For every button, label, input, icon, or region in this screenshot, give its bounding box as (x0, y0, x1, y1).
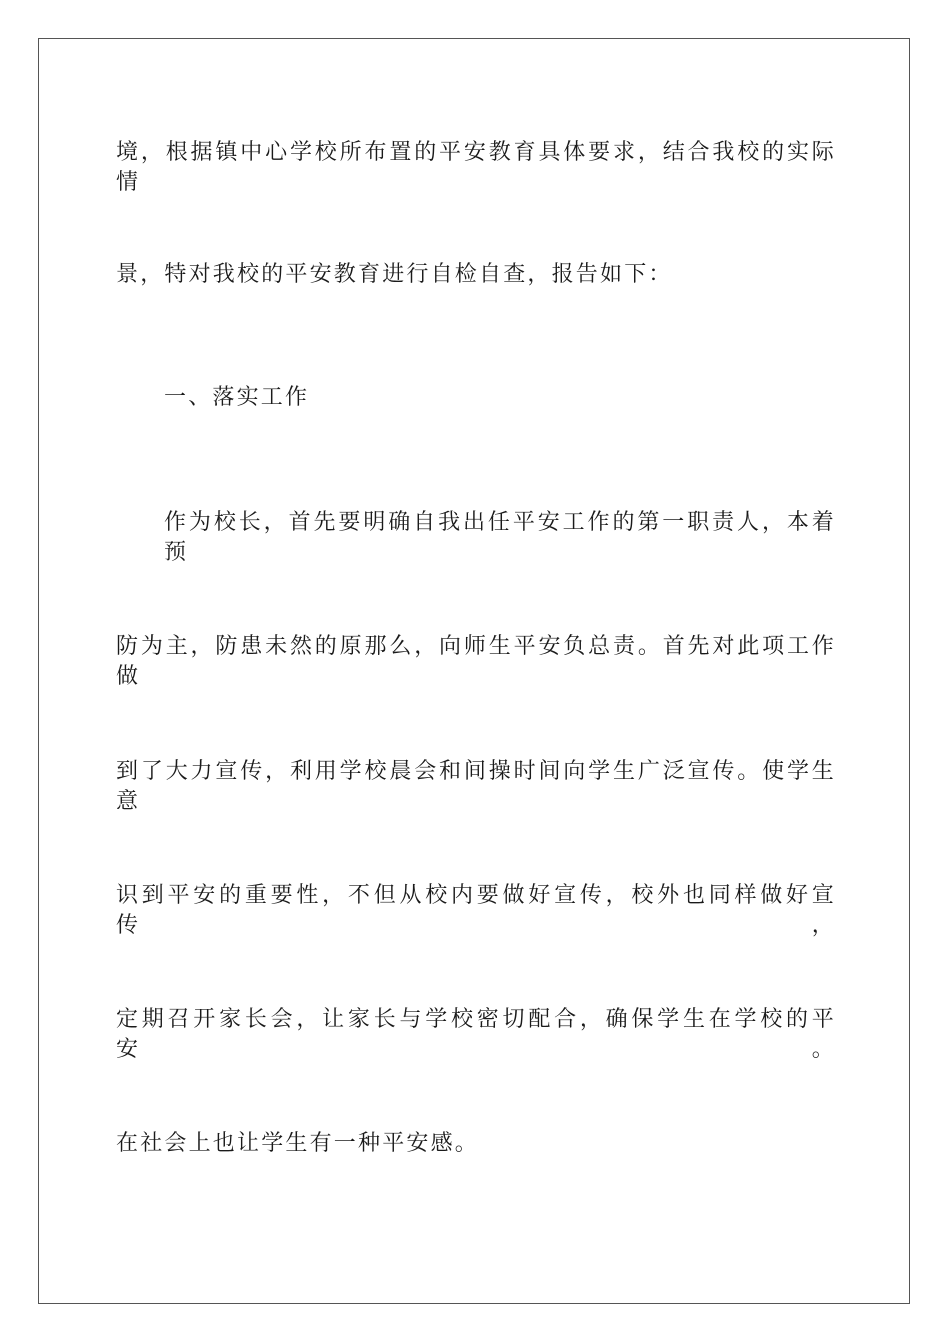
text-line-5: 防为主，防患未然的原那么，向师生平安负总责。首先对此项工作做 (116, 634, 836, 689)
text-line-4: 作为校长，首先要明确自我出任平安工作的第一职责人，本着预 (164, 510, 836, 565)
text-line-6: 到了大力宣传，利用学校晨会和间操时间向学生广泛宣传。使学生意 (116, 759, 836, 814)
text-line-2: 景，特对我校的平安教育进行自检自查，报告如下： (116, 262, 673, 287)
section-heading: 一、落实工作 (164, 385, 310, 410)
text-line-7: 识到平安的重要性，不但从校内要做好宣传，校外也同样做好宣传， (116, 883, 836, 938)
text-line-9: 在社会上也让学生有一种平安感。 (116, 1131, 480, 1156)
text-line-1: 境，根据镇中心学校所布置的平安教育具体要求，结合我校的实际情 (116, 140, 836, 195)
text-line-8: 定期召开家长会，让家长与学校密切配合，确保学生在学校的平安。 (116, 1007, 836, 1062)
